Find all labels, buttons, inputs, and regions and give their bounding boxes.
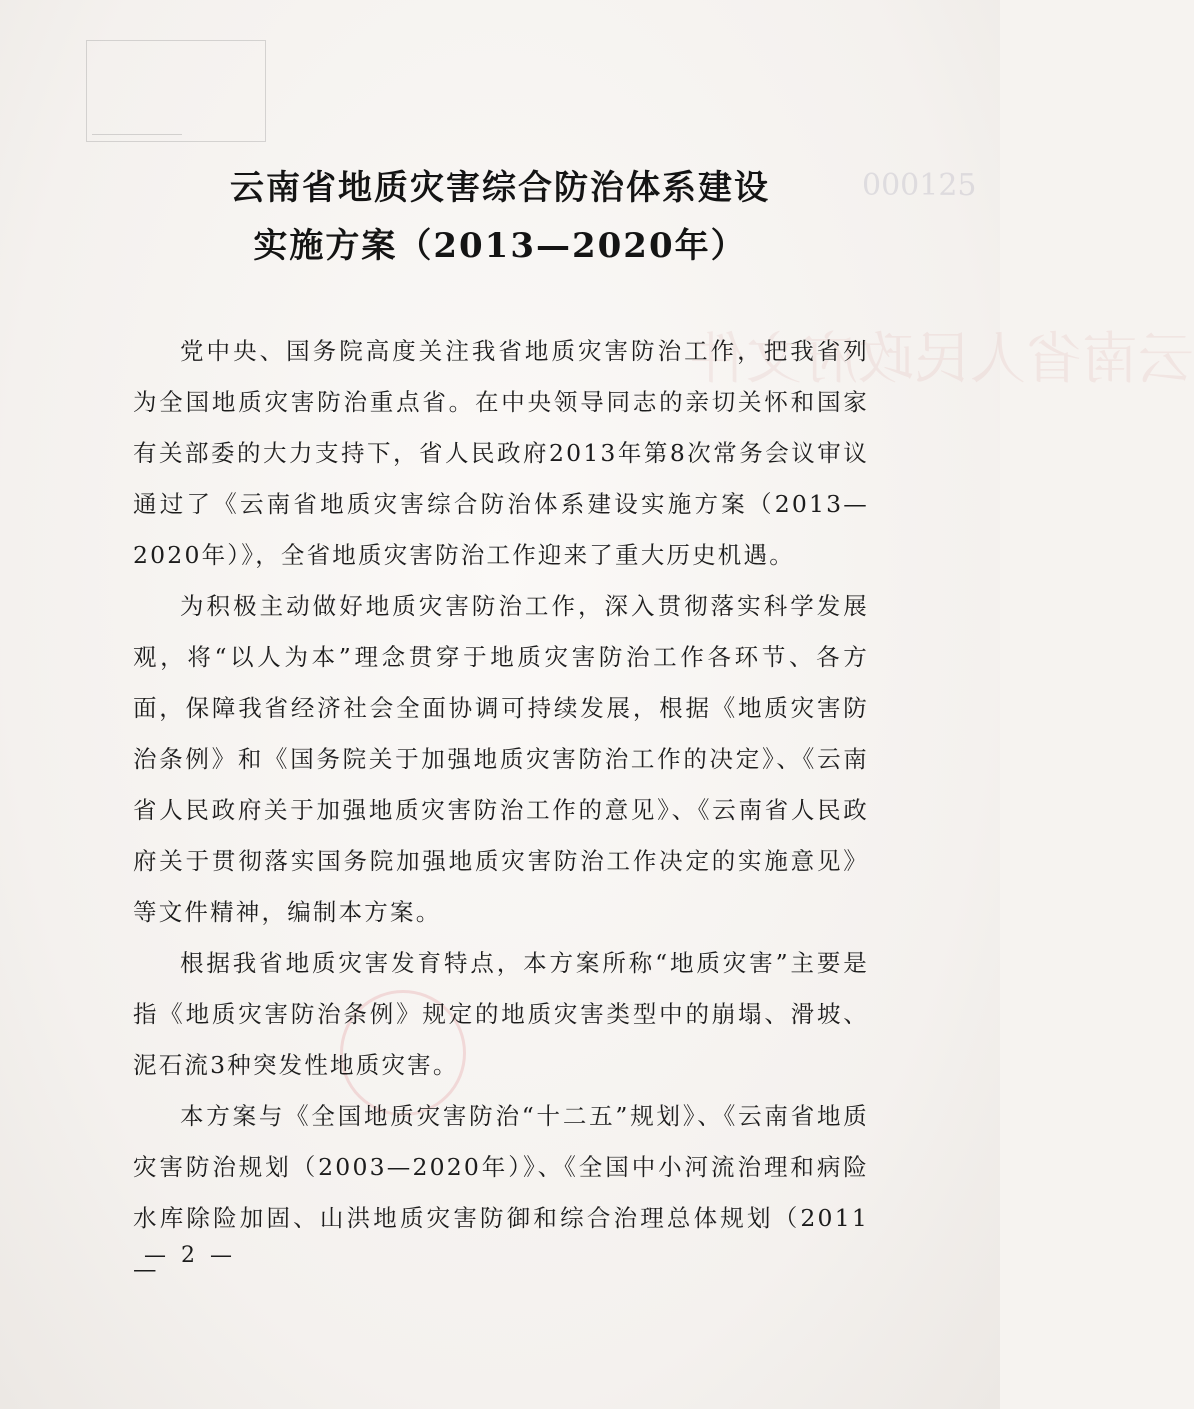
bleed-through-heading: 云南省人民政府文件 xyxy=(690,327,1194,392)
paragraph: 本方案与《全国地质灾害防治“十二五”规划》、《云南省地质灾害防治规划（2003—2020年）》、《全国中小河流治理和病险水库除险加固、山洪地质灾害防御和综合治理总体规划（2011— xyxy=(133,1102,869,1283)
document-title-line-2: 实施方案（2013—2020年） xyxy=(253,226,747,266)
paragraph: 为积极主动做好地质灾害防治工作，深入贯彻落实科学发展观，将“以人为本”理念贯穿于地质灾害防治工作各环节、各方面，保障我省经济社会全面协调可持续发展，根据《地质灾害防治条例》和《国务院关于加强地质灾害防治工作的决定》、《云南省人民政府关于加强地质灾害防治工作的意见》、《云南省人民政府关于贯彻落实国务院加强地质灾害防治工作决定的实施意见》等文件精神，编制本方案。 xyxy=(133,592,869,926)
paragraph: 根据我省地质灾害发育特点，本方案所称“地质灾害”主要是指《地质灾害防治条例》规定的地质灾害类型中的崩塌、滑坡、泥石流3种突发性地质灾害。 xyxy=(133,949,869,1079)
document-body xyxy=(133,326,869,1295)
bleed-through-number: 000125 xyxy=(862,168,977,203)
receipt-stamp-line xyxy=(92,118,182,135)
paragraph: 党中央、国务院高度关注我省地质灾害防治工作，把我省列为全国地质灾害防治重点省。在中央领导同志的亲切关怀和国家有关部委的大力支持下，省人民政府2013年第8次常务会议审议通过了《云南省地质灾害综合防治体系建设实施方案（2013—2020年）》，全省地质灾害防治工作迎来了重大历史机遇。 xyxy=(133,337,869,569)
document-title-line-1: 云南省地质灾害综合防治体系建设 xyxy=(230,168,770,208)
page-number: — 2 — xyxy=(144,1243,236,1268)
